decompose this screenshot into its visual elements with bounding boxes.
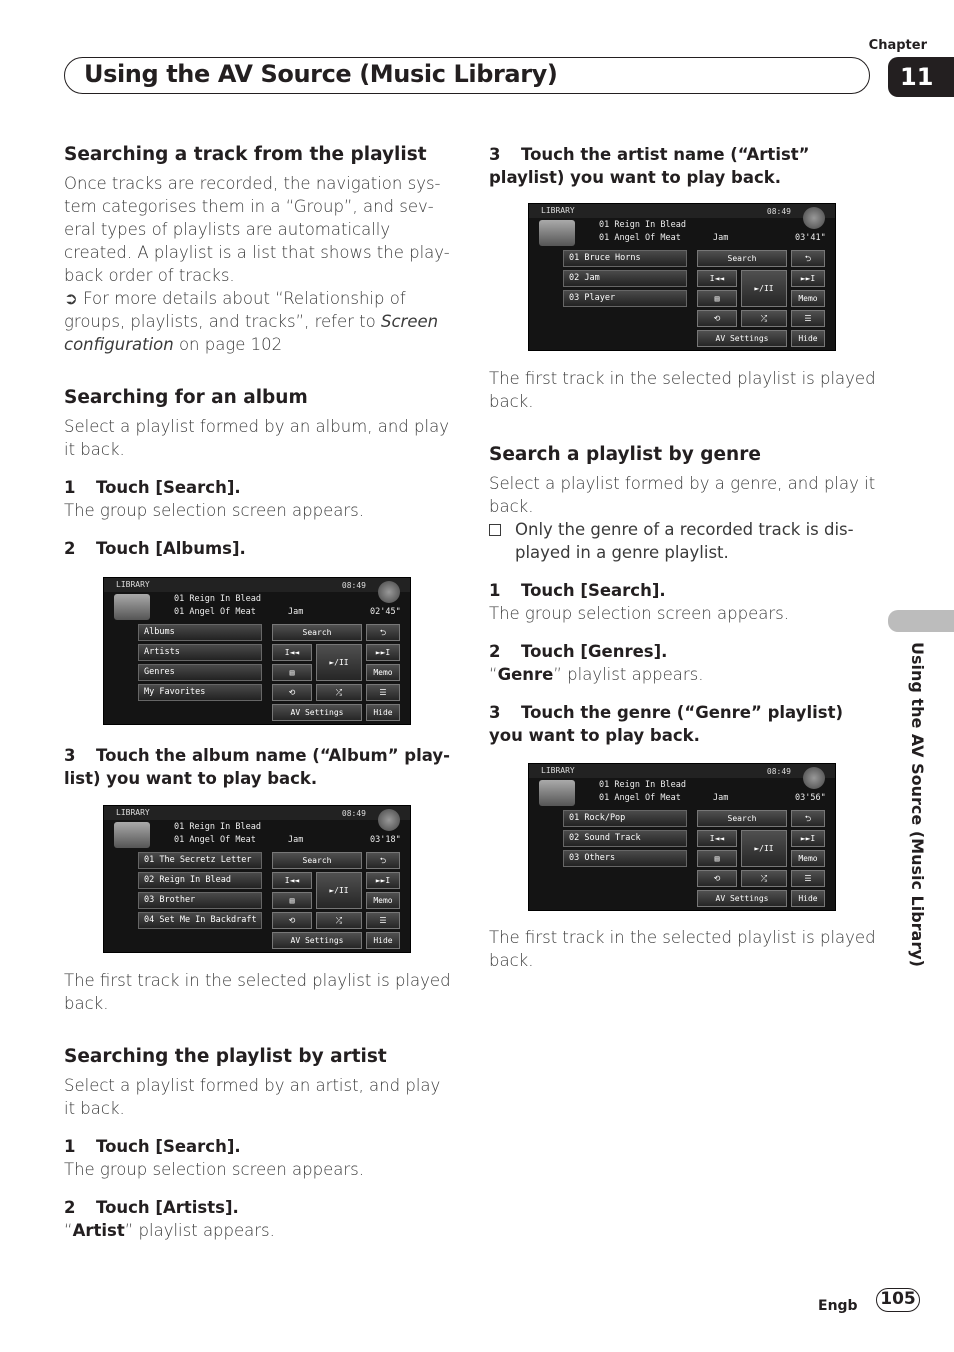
list-item[interactable]: 01 The Secretz Letter — [138, 852, 262, 869]
av-settings-button[interactable]: AV Settings — [697, 890, 787, 907]
step-2: 2 Touch [Artists]. — [64, 1198, 239, 1217]
reference — [64, 287, 454, 356]
checkbox-icon — [489, 524, 501, 536]
list-item[interactable]: 03 Others — [563, 850, 687, 867]
artist-name: Jam — [288, 607, 304, 617]
repeat-icon[interactable]: ⟲ — [697, 310, 737, 327]
music-icon — [539, 780, 575, 806]
section-heading: Searching for an album — [64, 387, 308, 408]
list-item[interactable]: Albums — [138, 624, 262, 641]
disc-icon — [803, 207, 825, 229]
track-name: 01 Reign In Blead — [174, 594, 261, 604]
prev-button[interactable]: I◄◄ — [272, 644, 312, 661]
play-pause-button[interactable]: ►/II — [316, 872, 362, 909]
next-button[interactable]: ►►I — [791, 270, 825, 287]
list-item[interactable]: 02 Jam — [563, 270, 687, 287]
menu-icon[interactable]: ☰ — [366, 684, 400, 701]
play-time: 03'41" — [795, 233, 826, 243]
hide-button[interactable]: Hide — [366, 932, 400, 949]
section-heading: Searching a track from the playlist — [64, 144, 427, 165]
track-name: 01 Reign In Blead — [599, 780, 686, 790]
prev-button[interactable]: I◄◄ — [697, 830, 737, 847]
paragraph: Select a playlist formed by a genre, and play it back. — [489, 474, 876, 516]
search-button[interactable]: Search — [272, 852, 362, 869]
step-body: The group selection screen appears. — [64, 501, 364, 520]
disc-icon — [803, 767, 825, 789]
list-icon[interactable]: ▤ — [697, 850, 737, 867]
shuffle-icon[interactable]: ⤮ — [316, 912, 362, 929]
step-1: 1 Touch [Search]. — [64, 1137, 241, 1156]
list-item[interactable]: My Favorites — [138, 684, 262, 701]
screen-artist-list — [528, 203, 836, 351]
list-item[interactable]: Artists — [138, 644, 262, 661]
right-column — [489, 143, 879, 189]
av-settings-button[interactable]: AV Settings — [697, 330, 787, 347]
list-item[interactable]: 03 Player — [563, 290, 687, 307]
side-tab-marker — [888, 610, 954, 632]
step-body: “Artist” playlist appears. — [64, 1221, 275, 1240]
music-icon — [114, 594, 150, 620]
play-pause-button[interactable]: ►/II — [741, 830, 787, 867]
search-button[interactable]: Search — [272, 624, 362, 641]
search-button[interactable]: Search — [697, 810, 787, 827]
ref-link: Screen configuration — [64, 312, 439, 354]
memo-button[interactable]: Memo — [791, 850, 825, 867]
list-icon[interactable]: ▤ — [272, 892, 312, 909]
hide-button[interactable]: Hide — [791, 330, 825, 347]
track-name: 01 Reign In Blead — [174, 822, 261, 832]
list-item[interactable]: 04 Set Me In Backdraft — [138, 912, 262, 929]
menu-icon[interactable]: ☰ — [791, 870, 825, 887]
left-column — [64, 143, 454, 560]
step-3: 3 Touch the album name (“Album” play-list) you want to play back. — [64, 746, 451, 788]
av-settings-button[interactable]: AV Settings — [272, 704, 362, 721]
step-1: 1 Touch [Search]. — [489, 581, 666, 600]
step-1: 1 Touch [Search]. — [64, 478, 241, 497]
play-time: 03'18" — [370, 835, 401, 845]
clock: 08:49 — [766, 207, 791, 216]
disc-icon — [378, 809, 400, 831]
section-heading: Searching the playlist by artist — [64, 1046, 387, 1067]
list-item[interactable]: 01 Bruce Horns — [563, 250, 687, 267]
screen-genre-list — [528, 763, 836, 911]
list-item[interactable]: 02 Sound Track — [563, 830, 687, 847]
repeat-icon[interactable]: ⟲ — [272, 684, 312, 701]
play-time: 02'45" — [370, 607, 401, 617]
left-column-2 — [64, 744, 454, 790]
step-2: 2 Touch [Genres]. — [489, 642, 668, 661]
paragraph: The first track in the selected playlist is played back. — [489, 369, 876, 411]
track-name: 01 Reign In Blead — [599, 220, 686, 230]
clock: 08:49 — [341, 809, 366, 818]
right-column-3 — [489, 926, 879, 972]
page-number: 105 — [876, 1288, 920, 1312]
step-body: “Genre” playlist appears. — [489, 665, 704, 684]
memo-button[interactable]: Memo — [791, 290, 825, 307]
shuffle-icon[interactable]: ⤮ — [741, 870, 787, 887]
library-label: LIBRARY — [541, 206, 575, 215]
paragraph: Select a playlist formed by an album, and play it back. — [64, 417, 449, 459]
back-button[interactable]: ⮌ — [366, 624, 400, 641]
ref-text: For more details about “Relationship of groups, playlists, and tracks”, refer to — [64, 289, 406, 331]
list-item[interactable]: 01 Rock/Pop — [563, 810, 687, 827]
album-name: 01 Angel Of Meat — [174, 835, 256, 845]
artist-name: Jam — [288, 835, 304, 845]
artist-name: Jam — [713, 233, 729, 243]
library-label: LIBRARY — [541, 766, 575, 775]
chapter-number: 11 — [888, 57, 954, 97]
album-name: 01 Angel Of Meat — [174, 607, 256, 617]
prev-button[interactable]: I◄◄ — [697, 270, 737, 287]
next-button[interactable]: ►►I — [366, 872, 400, 889]
list-icon[interactable]: ▤ — [272, 664, 312, 681]
menu-icon[interactable]: ☰ — [791, 310, 825, 327]
screen-album-list — [103, 805, 411, 953]
play-pause-button[interactable]: ►/II — [316, 644, 362, 681]
play-time: 03'56" — [795, 793, 826, 803]
disc-icon — [378, 581, 400, 603]
paragraph: The first track in the selected playlist is played back. — [64, 971, 451, 1013]
album-name: 01 Angel Of Meat — [599, 233, 681, 243]
step-body: The group selection screen appears. — [489, 604, 789, 623]
side-tab-title: Using the AV Source (Music Library) — [908, 642, 927, 967]
menu-icon[interactable]: ☰ — [366, 912, 400, 929]
music-icon — [114, 822, 150, 848]
repeat-icon[interactable]: ⟲ — [272, 912, 312, 929]
paragraph: Once tracks are recorded, the navigation sys-tem categorises them in a “Group”, and sev-eral types of playlists are automatically created. A playlist is a list that shows the play-back order of tracks. — [64, 174, 450, 285]
back-button[interactable]: ⮌ — [366, 852, 400, 869]
back-button[interactable]: ⮌ — [791, 810, 825, 827]
search-button[interactable]: Search — [697, 250, 787, 267]
album-name: 01 Angel Of Meat — [599, 793, 681, 803]
music-icon — [539, 220, 575, 246]
prev-button[interactable]: I◄◄ — [272, 872, 312, 889]
clock: 08:49 — [341, 581, 366, 590]
hide-button[interactable]: Hide — [366, 704, 400, 721]
next-button[interactable]: ►►I — [791, 830, 825, 847]
step-body: The group selection screen appears. — [64, 1160, 364, 1179]
back-button[interactable]: ⮌ — [791, 250, 825, 267]
list-item[interactable]: Genres — [138, 664, 262, 681]
paragraph: Select a playlist formed by an artist, and play it back. — [64, 1076, 441, 1118]
play-pause-button[interactable]: ►/II — [741, 270, 787, 307]
shuffle-icon[interactable]: ⤮ — [316, 684, 362, 701]
memo-button[interactable]: Memo — [366, 892, 400, 909]
shuffle-icon[interactable]: ⤮ — [741, 310, 787, 327]
right-column-2 — [489, 367, 879, 747]
note: Only the genre of a recorded track is dis-played in a genre playlist. — [489, 518, 879, 564]
step-3: 3 Touch the artist name (“Artist” playlist) you want to play back. — [489, 145, 810, 187]
screen-albums — [103, 577, 411, 725]
step-2: 2 Touch [Albums]. — [64, 539, 246, 558]
page-title: Using the AV Source (Music Library) — [84, 60, 558, 88]
step-3: 3 Touch the genre (“Genre” playlist) you want to play back. — [489, 703, 843, 745]
list-icon[interactable]: ▤ — [697, 290, 737, 307]
library-label: LIBRARY — [116, 808, 150, 817]
next-button[interactable]: ►►I — [366, 644, 400, 661]
list-item[interactable]: 02 Reign In Blead — [138, 872, 262, 889]
section-heading: Search a playlist by genre — [489, 444, 761, 465]
clock: 08:49 — [766, 767, 791, 776]
artist-name: Jam — [713, 793, 729, 803]
repeat-icon[interactable]: ⟲ — [697, 870, 737, 887]
av-settings-button[interactable]: AV Settings — [272, 932, 362, 949]
list-item[interactable]: 03 Brother — [138, 892, 262, 909]
chapter-label: Chapter — [868, 38, 927, 53]
ref-page: on page 102 — [173, 335, 283, 354]
footer-language: Engb — [818, 1298, 858, 1314]
paragraph: The first track in the selected playlist is played back. — [489, 928, 876, 970]
memo-button[interactable]: Memo — [366, 664, 400, 681]
library-label: LIBRARY — [116, 580, 150, 589]
left-column-3 — [64, 969, 454, 1242]
hide-button[interactable]: Hide — [791, 890, 825, 907]
arrow-icon: ➲ — [64, 289, 78, 308]
